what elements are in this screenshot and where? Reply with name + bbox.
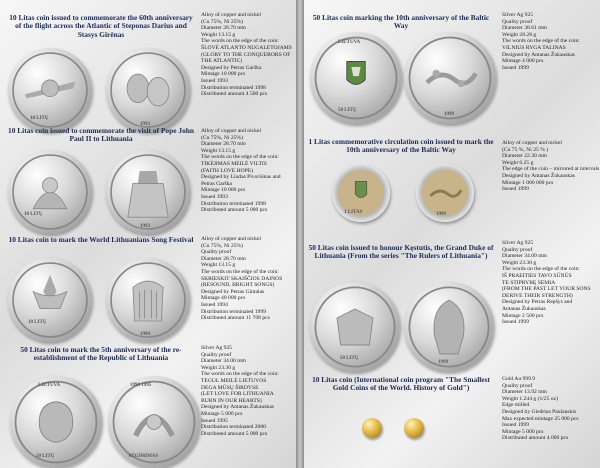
spec-line: Distributed amount 4 000 pcs: [502, 435, 569, 442]
section-title: 50 Litas coin issued to honour Kęstutis, the Grand Duke of Lithuania (From the series "The Rulers of Lithuania"): [308, 243, 494, 261]
section-title: 10 Litas coin issued to commemorate the visit of Pope John Paul II to Lithuania: [8, 126, 194, 144]
spec-line: Distributed amount 4 500 pcs: [201, 91, 268, 98]
spec-line: Designed by Petras Gintalas: [201, 288, 265, 295]
spec-line: (RESOUND, BRIGHT SONGS): [201, 282, 275, 289]
spec-line: (Cu 75%, Ni 25%): [201, 242, 243, 249]
spec-line: DEGA MŪSŲ ŠIRDYSE: [201, 384, 259, 391]
spec-line: Gold Au 999.9: [502, 376, 536, 382]
coin-denomination: 10 LITŲ: [30, 116, 49, 121]
spec-line: THE ATLANTIC): [201, 58, 243, 65]
spec-line: Mintage 5 000 pcs: [201, 410, 243, 417]
coin-reverse-image: [404, 418, 424, 438]
coin-reverse-image: [106, 48, 190, 132]
spec-line: Mintage 10 000 pcs: [201, 187, 246, 194]
spec-line: The words on the edge of the coin:: [502, 38, 580, 45]
coin-reverse-image: [404, 282, 494, 372]
spec-line: Issued 1999: [502, 319, 529, 326]
coin-denomination: 1 LITAS: [344, 210, 363, 215]
spec-line: TIKĖJIMAS MEILĖ VILTIS: [201, 160, 267, 167]
spec-list: [201, 128, 281, 214]
spec-line: Designed by Petras Repšys and: [502, 299, 573, 306]
spec-line: Distributed amount 11 708 pcs: [201, 315, 270, 322]
spec-list: [502, 12, 580, 71]
spec-line: Silver Ag 925: [201, 345, 233, 351]
coin-year: 1994: [140, 332, 150, 337]
spec-line: (FROM THE PAST LET YOUR SONS: [502, 286, 591, 293]
coin-reverse-image: [106, 150, 190, 234]
spec-line: VILNIUS RYGA TALINAS: [502, 44, 566, 51]
spec-line: Weight 6.25 g: [502, 159, 534, 166]
spec-line: TEGUL MEILĖ LIETUVOS: [201, 377, 267, 384]
spec-line: Diameter 28.70 mm: [201, 141, 246, 148]
spec-line: Issued 1994: [201, 301, 228, 308]
coin-year: 1993: [140, 122, 150, 127]
spec-line: Designed by Giedrius Paulauskis: [502, 408, 577, 415]
coin-country: LIETUVA: [338, 40, 361, 45]
spec-line: Quality proof: [201, 249, 232, 256]
spec-line: Silver Ag 925: [502, 12, 534, 18]
spec-list: [502, 240, 591, 326]
spec-line: Distribution terminated 1998: [201, 84, 266, 91]
spec-line: Quality proof: [502, 246, 533, 253]
spec-list: [201, 236, 282, 322]
spec-line: Diameter 34.00 mm: [502, 253, 547, 260]
coin-obverse-image: [362, 418, 382, 438]
spec-line: Diameter 28.70 mm: [201, 25, 246, 32]
coin-reverse-image: [404, 32, 496, 124]
coin-denomination: 50 LITŲ: [36, 454, 55, 459]
spec-line: Mintage 2 500 pcs: [502, 312, 544, 319]
coin-obverse-image: [8, 258, 92, 342]
spec-line: Distribution terminated 2000: [201, 424, 266, 431]
spec-list: [502, 376, 579, 442]
spec-line: DERIVE THEIR STRENGTH): [502, 292, 573, 299]
spec-line: Quality proof: [502, 18, 533, 25]
spec-line: ŠLOVĖ ATLANTO NUGALĖTOJAMS: [201, 44, 292, 51]
section-title: 10 Litas coin issued to commemorate the 60th anniversary of the flight across the Atlantic of Steponas Darius and Stasys Girėnas: [9, 13, 193, 39]
spec-line: Diameter 34.00 mm: [201, 358, 246, 365]
spec-line: (FAITH LOVE HOPE): [201, 167, 254, 174]
spec-line: (GLORY TO THE CONQUERORS OF: [201, 51, 291, 58]
spec-line: Diameter 13.92 mm: [502, 389, 547, 396]
spec-line: Antanas Žukauskas: [502, 305, 546, 312]
spec-list: [201, 345, 279, 437]
spec-line: Distributed amount 5 000 pcs: [201, 207, 268, 214]
coin-denomination: 10 LITŲ: [24, 212, 43, 217]
coin-country: LIETUVA: [38, 383, 61, 388]
spec-line: Issued 1995: [201, 417, 228, 424]
spec-list: [502, 140, 599, 193]
spec-line: Issued 1999: [502, 64, 529, 71]
spec-line: TE STIPRYBĘ SEMIA: [502, 279, 556, 286]
coin-obverse-image: [8, 48, 92, 132]
spec-line: Alloy of copper and nickel: [201, 236, 261, 242]
spec-line: Weight 23.30 g: [201, 364, 236, 371]
section-title: 50 Litas coin to mark the 5th anniversary of the re-establishment of the Republic of Lithuania: [20, 345, 182, 363]
spec-line: Issued 1999: [502, 422, 529, 429]
spec-line: Designed by Petras Garška: [201, 64, 262, 71]
section-title: 1 Litas commemorative circulation coin issued to mark the 10th anniversary of the Baltic Way: [308, 137, 494, 155]
coin-denomination: 50 LITŲ: [340, 356, 359, 361]
coin-inscription: ATGIMIMAS: [128, 454, 159, 459]
spec-line: (LET LOVE FOR LITHUANIA: [201, 391, 274, 398]
spec-line: Diameter 38.61 mm: [502, 25, 547, 32]
coin-obverse-image: [8, 150, 92, 234]
spec-line: Diameter 22.30 mm: [502, 153, 547, 160]
coin-year: 1993: [140, 224, 150, 229]
coin-denomination: 50 LITŲ: [338, 108, 357, 113]
spec-line: IŠ PRAEITIES TAVO SŪNŪS: [502, 272, 572, 279]
spec-line: Issued 1993: [201, 77, 228, 84]
spec-line: SKRIESKIT SKAIŠČIOS DAINOS: [201, 275, 283, 282]
spec-line: The words on the edge of the coin:: [201, 38, 279, 45]
spec-line: The words on the edge of the coin:: [201, 371, 279, 378]
spec-line: Weight 28.28 g: [502, 31, 537, 38]
spec-line: Designed by Liudas Pivoriūnas and: [201, 174, 281, 181]
spec-line: BURN IN OUR HEARTS): [201, 397, 262, 404]
spec-line: Mintage 5 000 pcs: [502, 428, 544, 435]
spec-line: The words on the edge of the coin:: [502, 266, 580, 273]
spec-line: Mintage 4 000 pcs: [502, 58, 544, 65]
spec-line: Weight 1.244 g (1/25 oz): [502, 395, 558, 402]
spec-line: Weight 13.15 g: [201, 31, 236, 38]
spec-line: Alloy of copper and nickel: [502, 140, 562, 146]
spec-line: (Cu 75%, Ni 25%): [201, 134, 243, 141]
spec-line: Silver Ag 925: [502, 240, 534, 246]
section-title: 50 Litas coin marking the 10th anniversary of the Baltic Way: [312, 13, 490, 31]
spec-line: Weight 23.30 g: [502, 259, 537, 266]
spec-line: Weight 13.15 g: [201, 262, 236, 269]
spec-line: Petras Garška: [201, 180, 232, 187]
spec-line: Max expected mintage 25 000 pcs: [502, 415, 579, 422]
spec-line: Issued 1993: [201, 193, 228, 200]
section-title: 10 Litas coin (International coin program "The Smallest Gold Coins of the World. History of Gold"): [312, 375, 490, 393]
coin-denomination: 10 LITŲ: [28, 320, 47, 325]
spec-line: (Cu 75 %, Ni 25 % ): [502, 146, 549, 153]
spec-line: The edge of the coin – mirrored at intervals: [502, 166, 600, 173]
spec-list: [201, 12, 292, 98]
spec-line: Weight 13.15 g: [201, 147, 236, 154]
spec-line: The words on the edge of the coin:: [201, 268, 279, 275]
spec-line: Issued 1999: [502, 186, 529, 193]
spec-line: Distribution terminated 1999: [201, 308, 266, 315]
spec-line: Alloy of copper and nickel: [201, 128, 261, 134]
section-title: 10 Litas coin to mark the World Lithuanians Song Festival: [8, 235, 194, 244]
coin-obverse-image: [10, 376, 102, 468]
spec-line: Edge milled: [502, 402, 530, 409]
spec-line: Alloy of copper and nickel: [201, 12, 261, 18]
coin-year: 1990 1995: [130, 383, 152, 388]
book-gutter: [296, 0, 304, 468]
spec-line: Designed by Antanas Žukauskas: [502, 51, 575, 58]
coin-year: 1999: [436, 212, 446, 217]
spec-line: Diameter 28.70 mm: [201, 255, 246, 262]
right-page: [304, 0, 600, 468]
coin-reverse-image: [106, 258, 190, 342]
spec-line: Quality proof: [201, 351, 232, 358]
coin-year: 1999: [438, 360, 448, 365]
spec-line: Distributed amount 5 000 pcs: [201, 430, 268, 437]
left-page: [0, 0, 296, 468]
coin-year: 1999: [444, 112, 454, 117]
spec-line: Designed by Antanas Žukauskas: [201, 404, 274, 411]
spec-line: Mintage 10 000 pcs: [201, 71, 246, 78]
spec-line: Mintage 1 000 000 pcs: [502, 179, 554, 186]
spec-line: Distribution terminated 1998: [201, 200, 266, 207]
spec-line: Designed by Antanas Žukauskas: [502, 172, 575, 179]
spec-line: (Cu 75%, Ni 25%): [201, 18, 243, 25]
spec-line: Quality proof: [502, 382, 533, 389]
spec-line: The words on the edge of the coin:: [201, 154, 279, 161]
spec-line: Mintage 40 000 pcs: [201, 295, 246, 302]
